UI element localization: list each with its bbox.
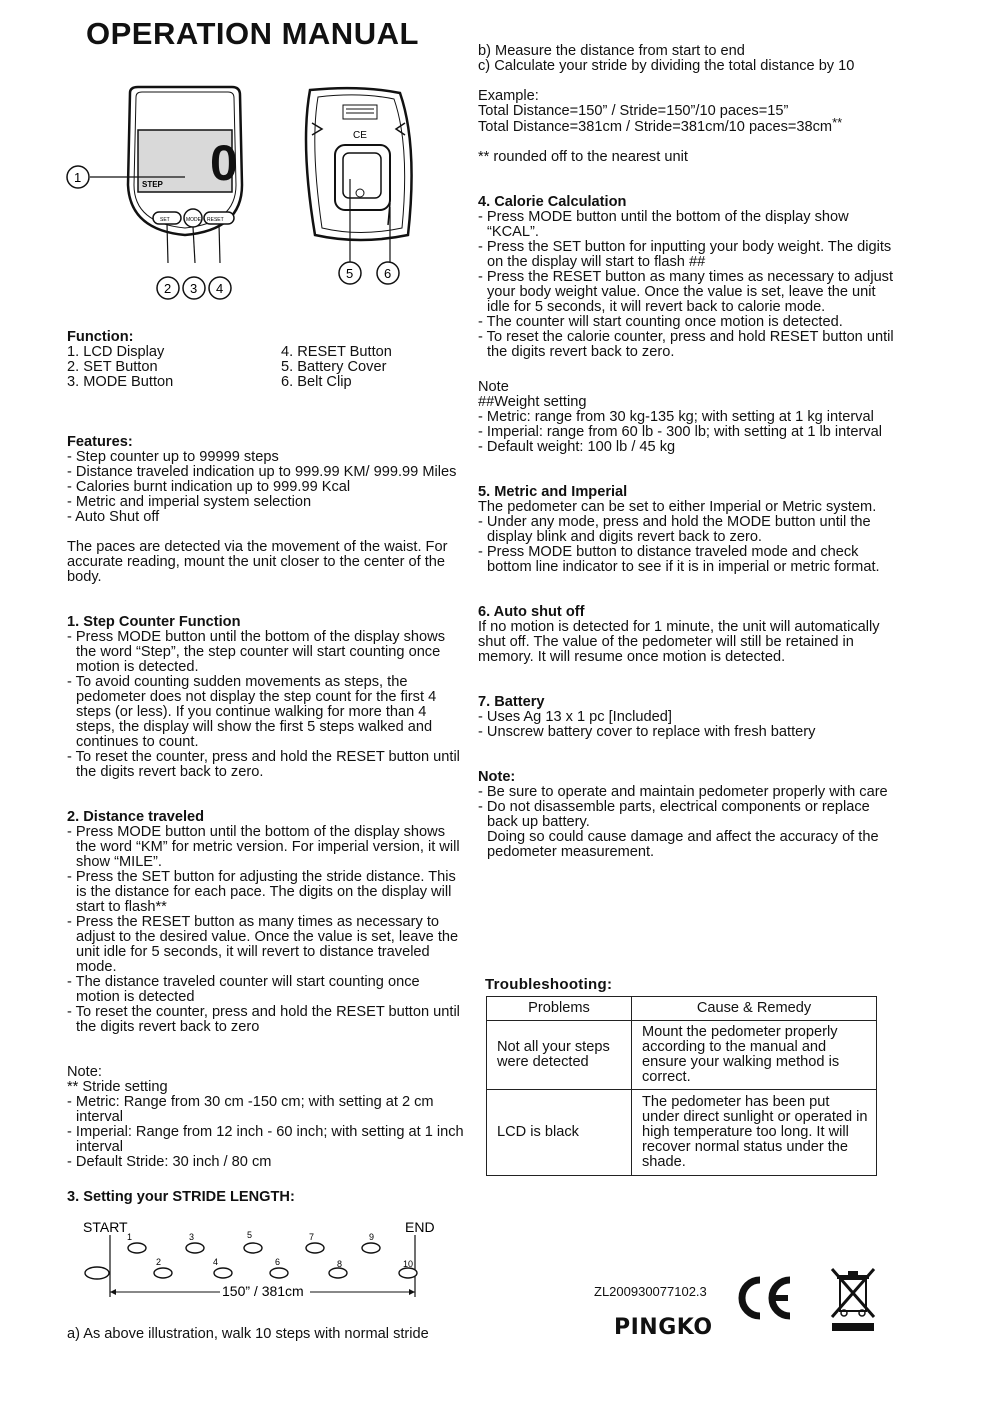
step-counter-list	[67, 630, 467, 780]
list-item: - Press MODE button to distance traveled mode and check bottom line indicator to see if it is in imperial or metric format.	[478, 545, 898, 575]
list-item: - Calories burnt indication up to 999.99 Kcal	[67, 480, 467, 495]
calorie-list	[478, 210, 898, 360]
step-counter-heading: 1. Step Counter Function	[67, 614, 241, 630]
footprints	[128, 1243, 417, 1278]
function-item: 2. SET Button	[67, 359, 158, 375]
battery-list	[478, 710, 898, 740]
column-header-problems: Problems	[487, 997, 632, 1021]
list-item: - Imperial: range from 60 lb - 300 lb; with setting at 1 lb interval	[478, 425, 898, 440]
distance-note-label: Note:	[67, 1064, 102, 1080]
svg-text:8: 8	[337, 1259, 343, 1269]
stride-distance-label: 150” / 381cm	[222, 1283, 304, 1299]
note-list	[478, 785, 898, 830]
stride-step-c: c) Calculate your stride by dividing the total distance by 10	[478, 58, 855, 74]
stride-step-a: a) As above illustration, walk 10 steps with normal stride	[67, 1326, 429, 1342]
metric-heading: 5. Metric and Imperial	[478, 484, 628, 500]
auto-shutoff-heading: 6. Auto shut off	[478, 604, 585, 620]
svg-text:1: 1	[127, 1232, 133, 1242]
list-item: - Default Stride: 30 inch / 80 cm	[67, 1155, 467, 1170]
list-item: - To reset the counter, press and hold the RESET button until the digits revert back to zero.	[67, 750, 467, 780]
function-heading: Function:	[67, 329, 134, 345]
list-item: - Press the SET button for adjusting the stride distance. This is the distance for each pace. The digits on the display will start to flash**	[67, 870, 467, 915]
list-item: - Press the RESET button as many times as necessary to adjust your body weight value. Once the value is set, leave the unit idle for 5 seconds, it will revert back to calorie mode.	[478, 270, 898, 315]
list-item: - Unscrew battery cover to replace with fresh battery	[478, 725, 898, 740]
list-item: - Metric: range from 30 kg-135 kg; with setting at 1 kg interval	[478, 410, 898, 425]
svg-text:SET: SET	[160, 217, 170, 223]
example-line-1: Total Distance=150” / Stride=150”/10 paces=15”	[478, 103, 789, 119]
features-list	[67, 450, 467, 525]
left-column	[67, 330, 467, 1205]
problem-cell: Not all your steps were detected	[487, 1021, 632, 1090]
svg-text:6: 6	[275, 1257, 281, 1267]
list-item: - To reset the counter, press and hold the RESET button until the digits revert back to zero	[67, 1005, 467, 1035]
note-heading: Note:	[478, 769, 516, 785]
svg-text:6: 6	[384, 266, 392, 281]
function-item: 1. LCD Display	[67, 344, 165, 360]
distance-note-list	[67, 1095, 467, 1170]
calorie-note-label: Note	[478, 379, 509, 395]
pedometer-front-view	[128, 87, 242, 235]
svg-text:3: 3	[189, 1232, 195, 1242]
svg-text:7: 7	[309, 1232, 315, 1242]
stride-heading: 3. Setting your STRIDE LENGTH:	[67, 1189, 295, 1205]
svg-text:2: 2	[156, 1257, 162, 1267]
list-item: - Imperial: Range from 12 inch - 60 inch; with setting at 1 inch interval	[67, 1125, 467, 1155]
list-item: - The distance traveled counter will start counting once motion is detected	[67, 975, 467, 1005]
svg-text:CE: CE	[353, 130, 367, 141]
list-item: - Press the SET button for inputting your body weight. The digits on the display will start to flash ##	[478, 240, 898, 270]
callout-1	[67, 166, 89, 188]
end-label: END	[405, 1219, 435, 1235]
svg-text:2: 2	[164, 281, 172, 296]
function-list	[67, 345, 467, 390]
list-item: - To avoid counting sudden movements as steps, the pedometer does not display the step count for the first 4 steps (or less). If you continue walking for more than 4 steps, the display will show the first 5 steps walked and continues to count.	[67, 675, 467, 750]
svg-text:5: 5	[247, 1230, 253, 1240]
list-item: - Metric: Range from 30 cm -150 cm; with setting at 2 cm interval	[67, 1095, 467, 1125]
callout-5	[339, 262, 361, 284]
callout-3	[183, 277, 205, 299]
auto-shutoff-text: If no motion is detected for 1 minute, the unit will automatically shut off. The value of the pedometer will still be retained in memory. It will resume once motion is detected.	[478, 619, 880, 665]
ce-mark-icon	[736, 1274, 796, 1322]
calorie-note-list	[478, 410, 898, 455]
distance-note-sub: ** Stride setting	[67, 1079, 168, 1095]
svg-text:MODE: MODE	[186, 217, 201, 223]
svg-text:1: 1	[74, 170, 82, 185]
svg-text:5: 5	[346, 266, 354, 281]
pedometer-diagram	[60, 85, 460, 305]
callout-6	[377, 262, 399, 284]
troubleshooting-heading: Troubleshooting:	[485, 976, 613, 993]
list-item: - Be sure to operate and maintain pedometer properly with care	[478, 785, 898, 800]
function-item: 3. MODE Button	[67, 374, 174, 390]
example-line-2: Total Distance=381cm / Stride=381cm/10 paces=38cm**	[478, 115, 843, 135]
list-item: - The counter will start counting once motion is detected.	[478, 315, 898, 330]
svg-text:10: 10	[403, 1259, 414, 1269]
list-item: - To reset the calorie counter, press and hold RESET button until the digits revert back to zero.	[478, 330, 898, 360]
start-label: START	[83, 1219, 128, 1235]
list-item: - Step counter up to 99999 steps	[67, 450, 467, 465]
stride-step-b: b) Measure the distance from start to end	[478, 43, 745, 59]
table-row	[487, 1090, 877, 1176]
weee-bin-icon	[828, 1265, 880, 1335]
lcd-label: STEP	[142, 180, 163, 189]
list-item: - Press MODE button until the bottom of the display shows the word “KM” for metric version. For imperial version, it will show “MILE”.	[67, 825, 467, 870]
list-item: - Press the RESET button as many times as necessary to adjust to the desired value. Once the value is set, leave the unit idle for 5 seconds, it will revert to distance traveled mode.	[67, 915, 467, 975]
svg-text:4: 4	[213, 1257, 219, 1267]
list-item: - Under any mode, press and hold the MODE button until the display blink and digits revert back to zero.	[478, 515, 898, 545]
stride-illustration	[75, 1215, 435, 1310]
list-item: - Metric and imperial system selection	[67, 495, 467, 510]
callout-2	[157, 277, 179, 299]
battery-heading: 7. Battery	[478, 694, 545, 710]
list-item: - Auto Shut off	[67, 510, 467, 525]
svg-text:RESET: RESET	[207, 217, 224, 223]
remedy-cell: Mount the pedometer properly according to the manual and ensure your walking method is correct.	[632, 1021, 877, 1090]
problem-cell: LCD is black	[487, 1090, 632, 1176]
remedy-cell: The pedometer has been put under direct sunlight or operated in high temperature too long. It will recover normal status under the shade.	[632, 1090, 877, 1176]
page-title: OPERATION MANUAL	[86, 16, 419, 51]
troubleshooting-table	[486, 996, 877, 1176]
table-row	[487, 1021, 877, 1090]
list-item: - Distance traveled indication up to 999.99 KM/ 999.99 Miles	[67, 465, 467, 480]
distance-list	[67, 825, 467, 1035]
rounded-note: ** rounded off to the nearest unit	[478, 149, 688, 165]
list-item: - Default weight: 100 lb / 45 kg	[478, 440, 898, 455]
certification-code: ZL200930077102.3	[594, 1284, 707, 1299]
svg-text:4: 4	[216, 281, 224, 296]
function-item: 4. RESET Button	[281, 344, 392, 360]
features-heading: Features:	[67, 434, 133, 450]
list-item: - Press MODE button until the bottom of the display shows the word “Step”, the step counter will start counting once motion is detected.	[67, 630, 467, 675]
footprint-start	[85, 1267, 109, 1279]
features-paragraph: The paces are detected via the movement of the waist. For accurate reading, mount the unit closer to the center of the body.	[67, 539, 448, 585]
brand-name: PINGKO	[614, 1315, 713, 1340]
column-header-cause-remedy: Cause & Remedy	[632, 997, 877, 1021]
list-item: - Do not disassemble parts, electrical components or replace back up battery.	[478, 800, 898, 830]
distance-heading: 2. Distance traveled	[67, 809, 205, 825]
calorie-heading: 4. Calorie Calculation	[478, 194, 627, 210]
lcd-digit: 0	[210, 135, 238, 191]
svg-text:3: 3	[190, 281, 198, 296]
right-column	[478, 44, 898, 860]
metric-list	[478, 515, 898, 575]
function-item: 5. Battery Cover	[281, 359, 387, 375]
calorie-note-sub: ##Weight setting	[478, 394, 587, 410]
example-label: Example:	[478, 88, 539, 104]
callout-4	[209, 277, 231, 299]
function-item: 6. Belt Clip	[281, 374, 352, 390]
svg-text:9: 9	[369, 1232, 375, 1242]
list-item: - Uses Ag 13 x 1 pc [Included]	[478, 710, 898, 725]
note-extra: Doing so could cause damage and affect the accuracy of the pedometer measurement.	[487, 829, 879, 860]
list-item: - Press MODE button until the bottom of the display show “KCAL”.	[478, 210, 898, 240]
metric-intro: The pedometer can be set to either Imperial or Metric system.	[478, 499, 877, 515]
pedometer-back-view	[306, 88, 412, 240]
